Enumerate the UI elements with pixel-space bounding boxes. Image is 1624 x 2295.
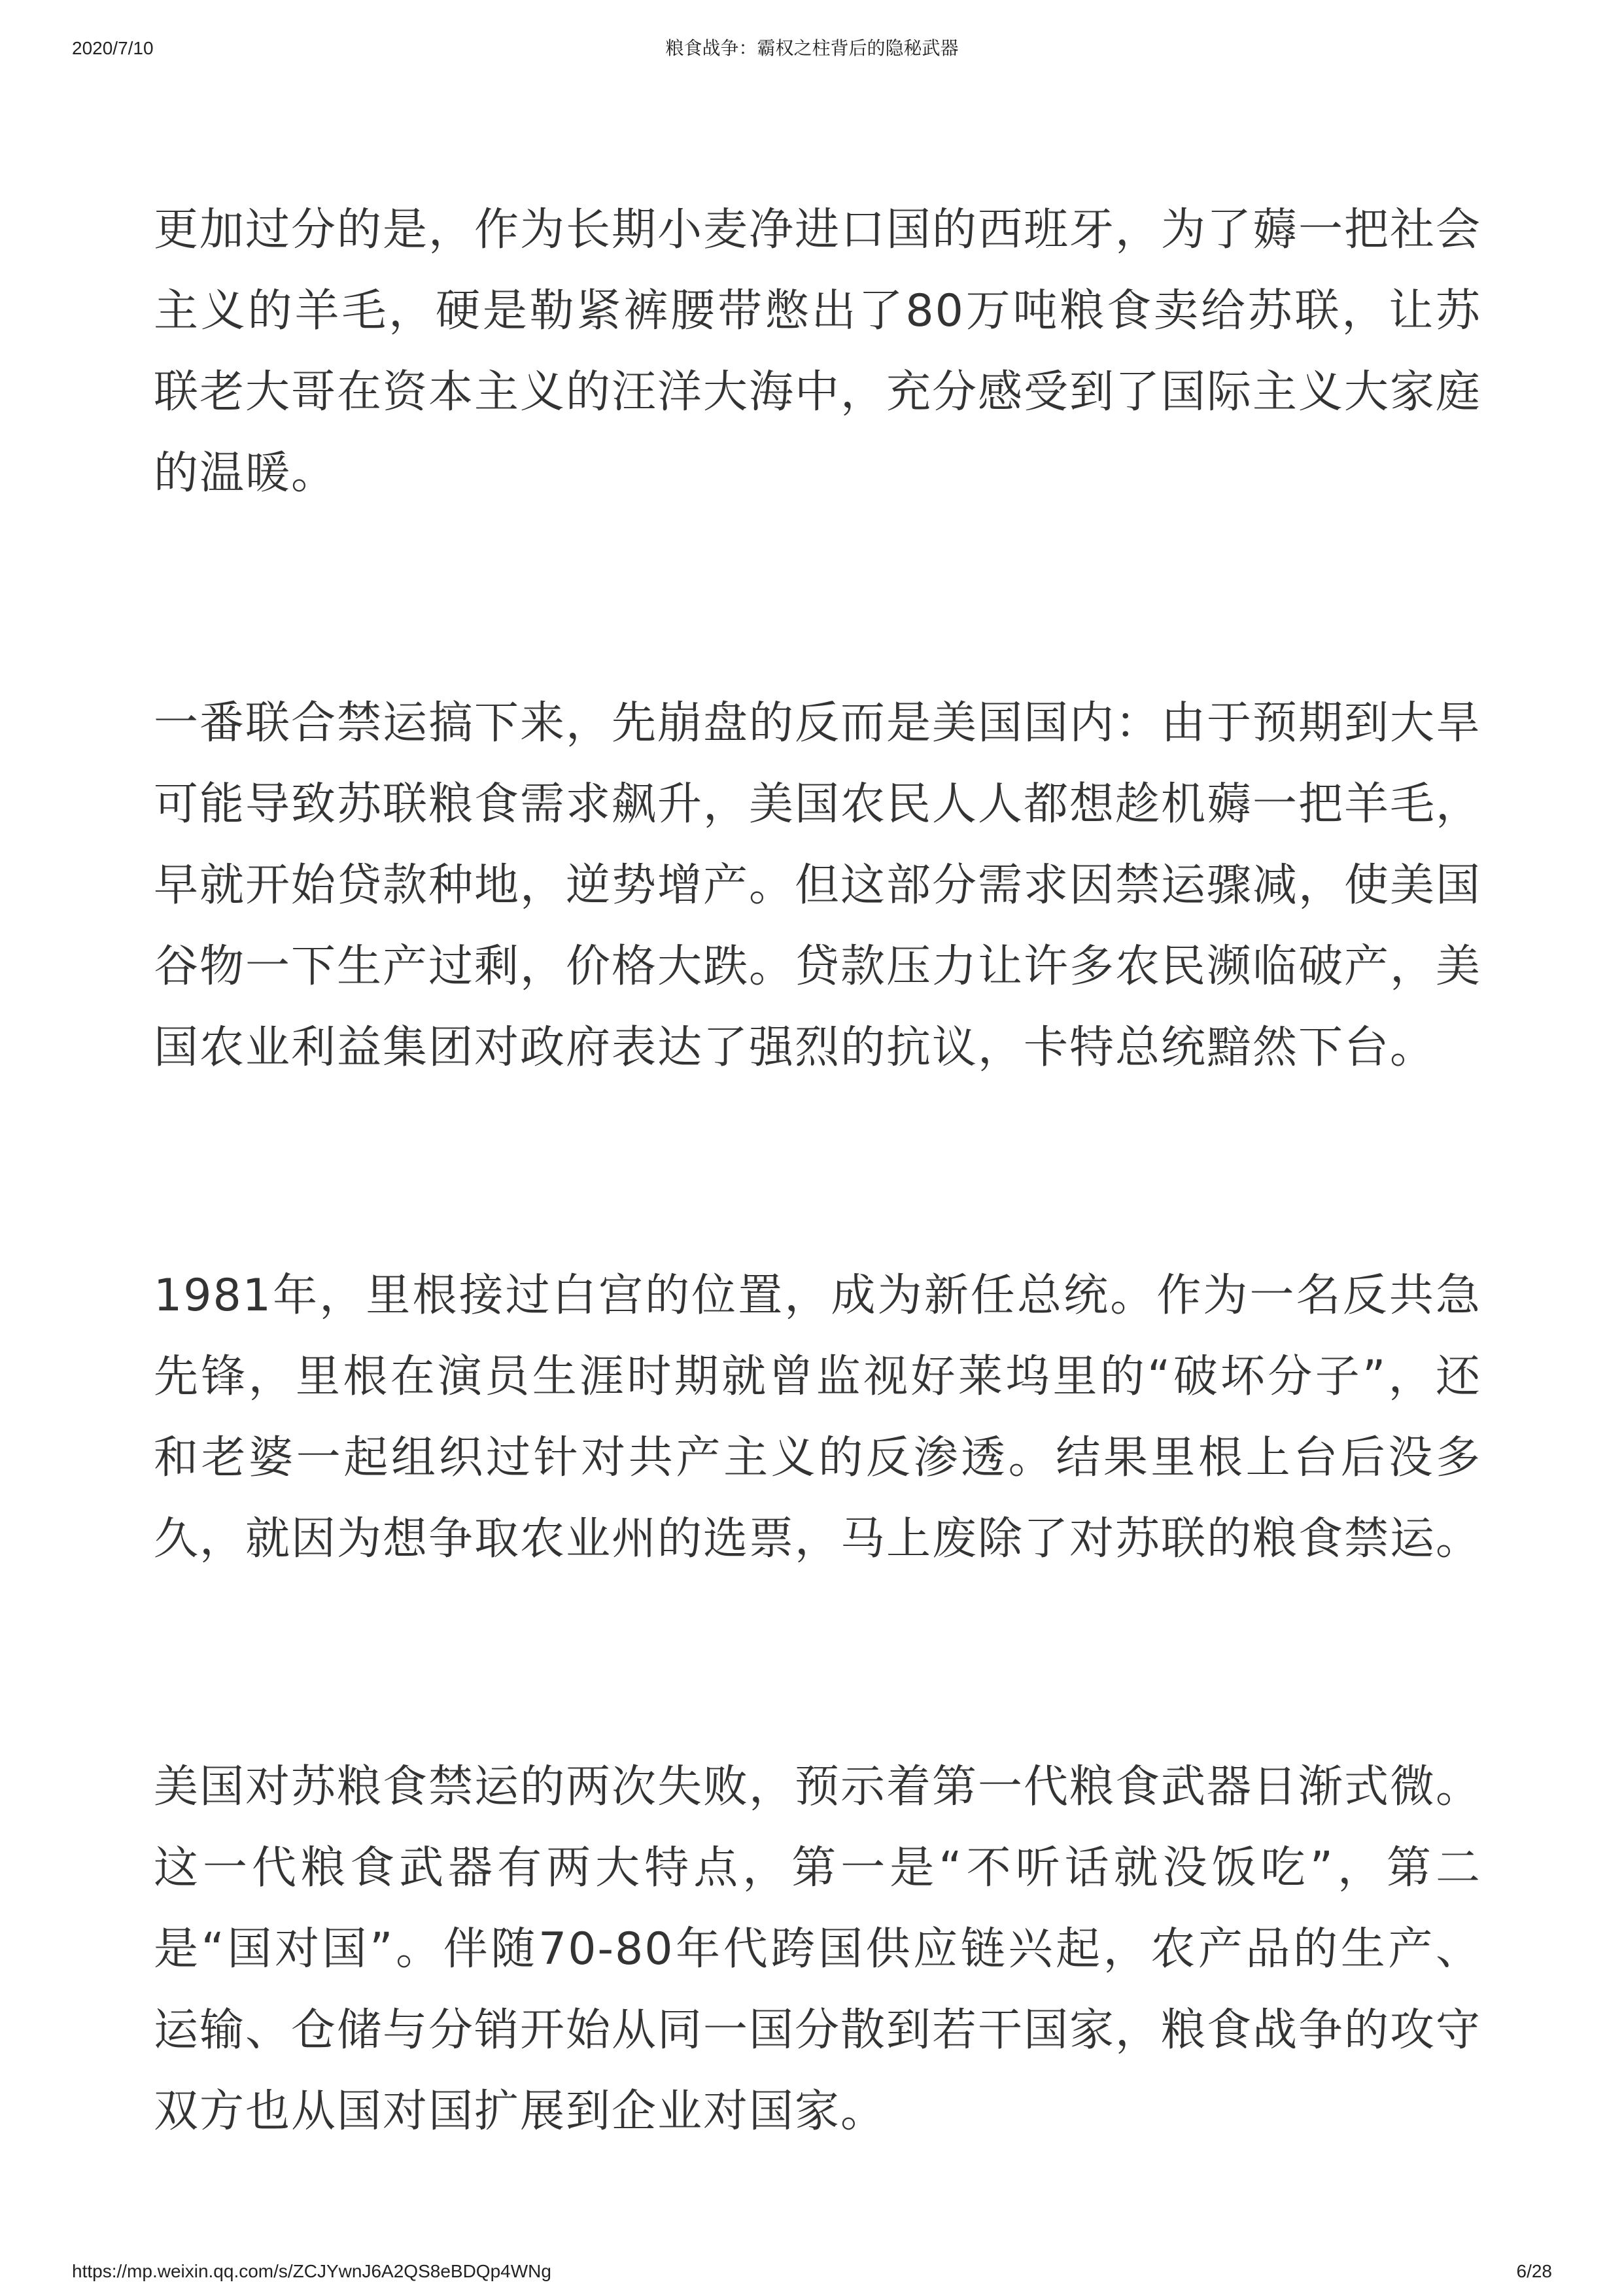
article-body	[154, 190, 1481, 2152]
print-page-title: 粮食战争：霸权之柱背后的隐秘武器	[665, 37, 959, 59]
print-footer	[72, 2258, 1552, 2285]
page-number: 6/28	[1516, 2261, 1552, 2281]
print-date: 2020/7/10	[72, 38, 154, 58]
article-paragraph-4: 美国对苏粮食禁运的两次失败，预示着第一代粮食武器日渐式微。这一代粮食武器有两大特点，第一是“不听话就没饭吃”，第二是“国对国”。伴随70-80年代跨国供应链兴起，农产品的生产、运输、仓储与分销开始从同一国分散到若干国家，粮食战争的攻守双方也从国对国扩展到企业对国家。	[154, 1761, 1482, 2137]
article-paragraph-1: 更加过分的是，作为长期小麦净进口国的西班牙，为了薅一把社会主义的羊毛，硬是勒紧裤腰带憋出了80万吨粮食卖给苏联，让苏联老大哥在资本主义的汪洋大海中，充分感受到了国际主义大家庭的温暖。	[154, 204, 1482, 499]
article-paragraph-3: 1981年，里根接过白宫的位置，成为新任总统。作为一名反共急先锋，里根在演员生涯时期就曾监视好莱坞里的“破坏分子”，还和老婆一起组织过针对共产主义的反渗透。结果里根上台后没多久，就因为想争取农业州的选票，马上废除了对苏联的粮食禁运。	[154, 1270, 1482, 1565]
article-paragraph-2: 一番联合禁运搞下来，先崩盘的反而是美国国内：由于预期到大旱可能导致苏联粮食需求飙升，美国农民人人都想趁机薅一把羊毛，早就开始贷款种地，逆势增产。但这部分需求因禁运骤减，使美国谷物一下生产过剩，价格大跌。贷款压力让许多农民濒临破产，美国农业利益集团对政府表达了强烈的抗议，卡特总统黯然下台。	[154, 697, 1482, 1074]
print-header	[72, 35, 1552, 61]
source-url: https://mp.weixin.qq.com/s/ZCJYwnJ6A2QS8eBDQp4WNg	[72, 2261, 551, 2281]
